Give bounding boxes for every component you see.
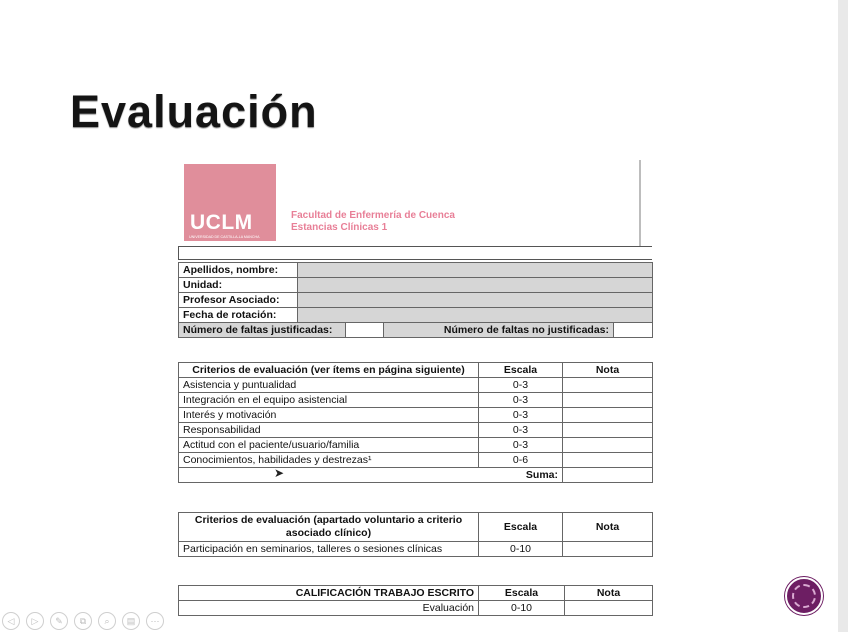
table-header-row xyxy=(179,513,653,542)
table-row xyxy=(179,278,653,293)
scale-cell: 0-10 xyxy=(479,601,565,616)
scale-cell: 0-3 xyxy=(479,393,563,408)
table-row xyxy=(179,263,653,278)
more-icon[interactable]: ⋯ xyxy=(146,612,164,630)
table-row xyxy=(179,438,653,453)
next-icon[interactable]: ▷ xyxy=(26,612,44,630)
scale-cell: 0-10 xyxy=(479,542,563,557)
table-row xyxy=(179,323,653,338)
scale-cell: 0-6 xyxy=(479,453,563,468)
mouse-cursor-icon: ➤ xyxy=(274,466,285,480)
zoom-icon[interactable]: ⌕ xyxy=(98,612,116,630)
slides-icon[interactable]: ▤ xyxy=(122,612,140,630)
divider xyxy=(178,246,179,260)
table-row xyxy=(179,393,653,408)
criterion-cell: Participación en seminarios, talleres o sesiones clínicas xyxy=(179,542,479,557)
table-header-row xyxy=(179,586,653,601)
name-field[interactable] xyxy=(298,263,653,278)
logo-text: UCLM xyxy=(190,211,253,234)
criteria-table xyxy=(178,362,653,483)
date-field[interactable] xyxy=(298,308,653,323)
uclm-logo xyxy=(184,164,276,241)
name-label: Apellidos, nombre: xyxy=(179,263,298,278)
slide-title: Evaluación xyxy=(70,86,318,137)
page-edge-line xyxy=(639,160,641,246)
table-row xyxy=(179,542,653,557)
course-name: Estancias Clínicas 1 xyxy=(291,222,388,233)
justified-absences-label: Número de faltas justificadas: xyxy=(179,323,346,338)
header-grade: Nota xyxy=(563,363,653,378)
header-grade: Nota xyxy=(563,513,653,542)
scrollbar-track[interactable] xyxy=(838,0,848,632)
header-criteria: Criterios de evaluación (apartado voluntario a criterio asociado clínico) xyxy=(179,513,479,542)
table-row xyxy=(179,408,653,423)
grade-cell[interactable] xyxy=(563,408,653,423)
faculty-heading xyxy=(291,210,455,234)
criterion-cell: Interés y motivación xyxy=(179,408,479,423)
criterion-cell: Actitud con el paciente/usuario/familia xyxy=(179,438,479,453)
sum-row xyxy=(179,468,653,483)
grade-cell[interactable] xyxy=(563,453,653,468)
logo-subtext: UNIVERSIDAD DE CASTILLA-LA MANCHA xyxy=(189,235,260,239)
unjustified-absences-field[interactable] xyxy=(614,323,653,338)
justified-absences-field[interactable] xyxy=(346,323,384,338)
table-row xyxy=(179,453,653,468)
sum-cell[interactable] xyxy=(563,468,653,483)
grade-cell[interactable] xyxy=(565,601,653,616)
table-header-row xyxy=(179,363,653,378)
professor-field[interactable] xyxy=(298,293,653,308)
header-scale: Escala xyxy=(479,586,565,601)
scale-cell: 0-3 xyxy=(479,438,563,453)
table-row xyxy=(179,308,653,323)
student-info-table xyxy=(178,262,653,338)
scale-cell: 0-3 xyxy=(479,423,563,438)
header-grade: Nota xyxy=(565,586,653,601)
table-row xyxy=(179,601,653,616)
copy-icon[interactable]: ⧉ xyxy=(74,612,92,630)
presentation-toolbar xyxy=(2,612,164,630)
criterion-cell: Asistencia y puntualidad xyxy=(179,378,479,393)
divider xyxy=(178,246,652,247)
grade-cell[interactable] xyxy=(563,542,653,557)
grade-cell[interactable] xyxy=(563,423,653,438)
table-row xyxy=(179,293,653,308)
criterion-cell: Conocimientos, habilidades y destrezas¹ xyxy=(179,453,479,468)
voluntary-criteria-table xyxy=(178,512,653,557)
grade-cell[interactable] xyxy=(563,378,653,393)
criterion-cell: Evaluación xyxy=(179,601,479,616)
criterion-cell: Responsabilidad xyxy=(179,423,479,438)
grade-cell[interactable] xyxy=(563,393,653,408)
pen-icon[interactable]: ✎ xyxy=(50,612,68,630)
record-button[interactable] xyxy=(785,577,823,615)
sum-label: Suma: xyxy=(179,468,563,483)
table-row xyxy=(179,423,653,438)
header-scale: Escala xyxy=(479,513,563,542)
document-page xyxy=(178,160,652,632)
table-row xyxy=(179,378,653,393)
unjustified-absences-label: Número de faltas no justificadas: xyxy=(384,323,614,338)
unit-field[interactable] xyxy=(298,278,653,293)
grade-cell[interactable] xyxy=(563,438,653,453)
header-scale: Escala xyxy=(479,363,563,378)
unit-label: Unidad: xyxy=(179,278,298,293)
scale-cell: 0-3 xyxy=(479,408,563,423)
scale-cell: 0-3 xyxy=(479,378,563,393)
written-work-table xyxy=(178,585,653,616)
professor-label: Profesor Asociado: xyxy=(179,293,298,308)
header-criteria: Criterios de evaluación (ver ítems en página siguiente) xyxy=(179,363,479,378)
divider xyxy=(178,259,652,260)
prev-icon[interactable]: ◁ xyxy=(2,612,20,630)
date-label: Fecha de rotación: xyxy=(179,308,298,323)
header-written: CALIFICACIÓN TRABAJO ESCRITO xyxy=(179,586,479,601)
record-icon xyxy=(792,584,816,608)
criterion-cell: Integración en el equipo asistencial xyxy=(179,393,479,408)
faculty-name: Facultad de Enfermería de Cuenca xyxy=(291,210,455,221)
